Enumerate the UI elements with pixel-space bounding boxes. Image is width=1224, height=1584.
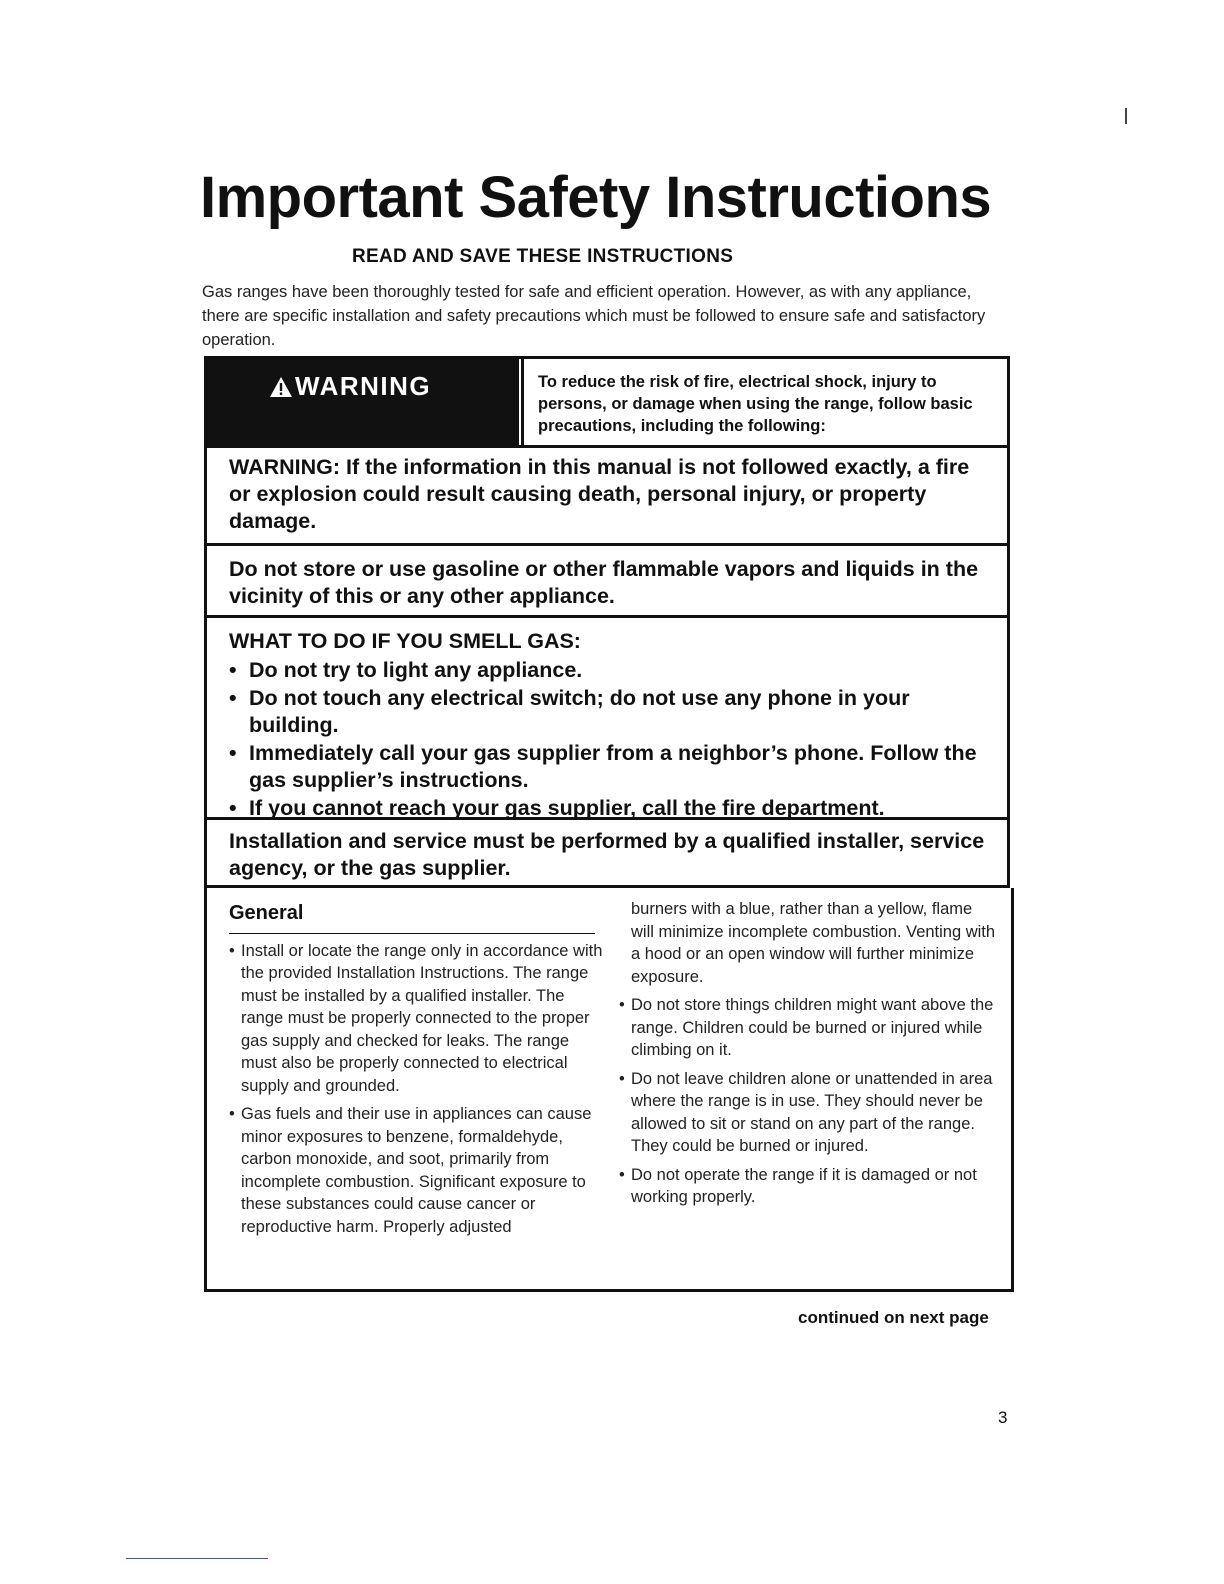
list-item: • Install or locate the range only in accordance with the provided Installation Instructions. The range must be installed by a qualified installer. The range must be properly connected to the proper gas supply and checked for leaks. The range must also be properly connected to electrical supply and grounded. bbox=[229, 940, 604, 1098]
smell-gas-section bbox=[207, 618, 1007, 833]
general-heading: General bbox=[229, 902, 595, 934]
page-number: 3 bbox=[998, 1408, 1008, 1427]
smell-gas-list bbox=[229, 657, 987, 822]
margin-mark bbox=[1125, 108, 1127, 124]
list-item: • If you cannot reach your gas supplier, call the fire department. bbox=[229, 795, 987, 822]
page-title: Important Safety Instructions bbox=[200, 165, 992, 230]
continued-paragraph: burners with a blue, rather than a yellow, flame will minimize incomplete combustion. Venting with a hood or an open window will further minimize exposure. bbox=[631, 900, 996, 986]
general-right-list bbox=[619, 994, 999, 1209]
list-item: • Do not store things children might want above the range. Children could be burned or injured while climbing on it. bbox=[619, 994, 999, 1062]
list-item: • Do not leave children alone or unattended in area where the range is in use. They should never be allowed to sit or stand on any part of the range. They could be burned or injured. bbox=[619, 1068, 999, 1158]
page-subtitle: READ AND SAVE THESE INSTRUCTIONS bbox=[352, 246, 734, 267]
storage-warning-box bbox=[204, 546, 1010, 618]
list-item: • Do not try to light any appliance. bbox=[229, 657, 987, 684]
general-section bbox=[204, 888, 1014, 1292]
warning-precautions-text: To reduce the risk of fire, electrical shock, injury to persons, or damage when using the range, follow basic precautions, including the following: bbox=[521, 359, 1007, 445]
footer-rule bbox=[126, 1558, 268, 1559]
smell-gas-box bbox=[204, 618, 1010, 820]
warning-header bbox=[204, 356, 1010, 448]
smell-gas-heading: WHAT TO DO IF YOU SMELL GAS: bbox=[229, 629, 581, 653]
storage-warning-text: Do not store or use gasoline or other flammable vapors and liquids in the vicinity of this or any other appliance. bbox=[229, 557, 979, 608]
warning-badge-panel bbox=[207, 359, 519, 445]
explosion-warning-box bbox=[204, 448, 1010, 546]
continued-note: continued on next page bbox=[798, 1308, 989, 1327]
general-left-column bbox=[229, 888, 604, 1244]
installation-text: Installation and service must be performed by a qualified installer, service agency, or the gas supplier. bbox=[229, 829, 985, 880]
warning-badge-label: WARNING bbox=[295, 371, 432, 401]
list-item: • Do not operate the range if it is damaged or not working properly. bbox=[619, 1164, 999, 1209]
installation-box bbox=[204, 820, 1010, 888]
intro-paragraph: Gas ranges have been thoroughly tested for safe and efficient operation. However, as with any appliance, there are specific installation and safety precautions which must be followed to ensure safe and satisfactory operation. bbox=[202, 283, 986, 349]
warning-badge bbox=[269, 371, 431, 402]
explosion-warning-text: WARNING: If the information in this manual is not followed exactly, a fire or explosion could result causing death, personal injury, or property damage. bbox=[229, 455, 970, 533]
general-right-column bbox=[619, 898, 999, 1215]
list-item: • Do not touch any electrical switch; do not use any phone in your building. bbox=[229, 685, 987, 739]
list-item: • Immediately call your gas supplier from a neighbor’s phone. Follow the gas supplier’s instructions. bbox=[229, 740, 987, 794]
list-item: • Gas fuels and their use in appliances can cause minor exposures to benzene, formaldehyde, carbon monoxide, and soot, primarily from incomplete combustion. Significant exposure to these substances could cause cancer or reproductive harm. Properly adjusted bbox=[229, 1103, 604, 1238]
general-left-list bbox=[229, 940, 604, 1239]
warning-triangle-icon bbox=[269, 376, 293, 398]
